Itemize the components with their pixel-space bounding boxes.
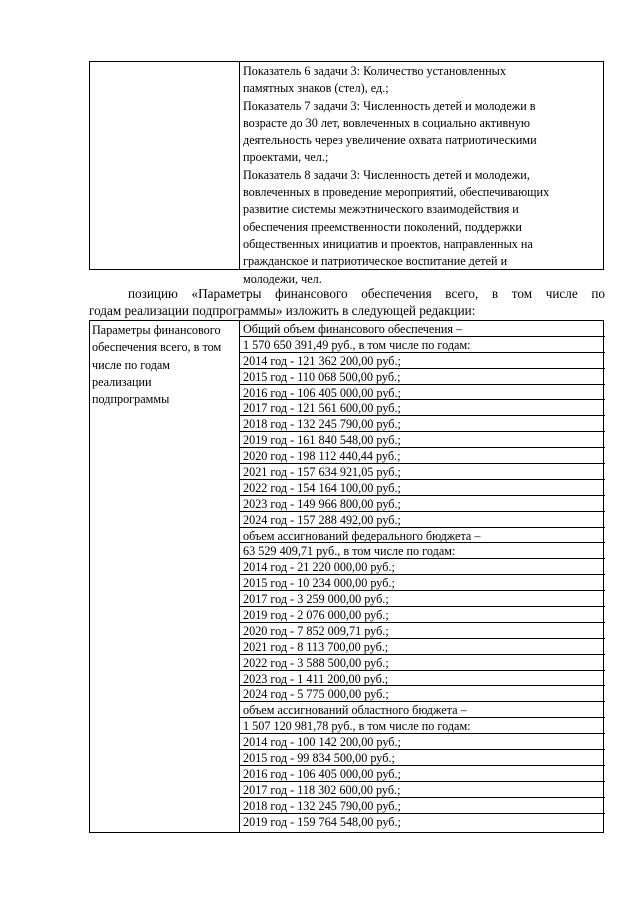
financing-row — [90, 400, 605, 416]
financing-row — [90, 639, 605, 655]
financing-value-line: 2021 год - 8 113 700,00 руб.; — [243, 639, 389, 654]
financing-value-line: 2021 год - 157 634 921,05 руб.; — [243, 465, 401, 480]
financing-values-cell — [90, 321, 605, 831]
financing-row — [90, 369, 605, 385]
financing-label-line: реализации — [92, 374, 152, 389]
financing-row — [90, 591, 605, 607]
indicator-line: общественных инициатив и проектов, направленных на — [243, 236, 533, 251]
financing-value-line: 2015 год - 110 068 500,00 руб.; — [243, 369, 401, 384]
financing-value-line: 1 570 650 391,49 руб., в том числе по годам: — [243, 337, 471, 352]
financing-value-line: 2024 год - 5 775 000,00 руб.; — [243, 687, 389, 702]
financing-row — [90, 671, 605, 687]
indicator-line: памятных знаков (стел), ед.; — [243, 81, 389, 96]
financing-value-line: 2016 год - 106 405 000,00 руб.; — [243, 385, 401, 400]
financing-label-line: Параметры финансового — [92, 323, 221, 337]
financing-row — [90, 464, 605, 480]
financing-row — [90, 321, 605, 337]
financing-value-line: 2023 год - 1 411 200,00 руб.; — [243, 671, 389, 686]
financing-row — [90, 702, 605, 718]
indicator-line: возрасте до 30 лет, вовлеченных в социально активную — [243, 115, 530, 130]
financing-row — [90, 337, 605, 353]
financing-value-line: 2020 год - 7 852 009,71 руб.; — [243, 623, 389, 638]
financing-row — [90, 686, 605, 702]
paragraph-line-2: годам реализации подпрограммы» изложить в следующей редакции: — [89, 303, 476, 318]
financing-row — [90, 814, 605, 831]
financing-value-line: 2018 год - 132 245 790,00 руб.; — [243, 417, 401, 432]
financing-table — [89, 320, 604, 833]
financing-row — [90, 448, 605, 464]
financing-row — [90, 750, 605, 766]
financing-value-line: 2019 год - 2 076 000,00 руб.; — [243, 608, 389, 623]
financing-value-line: 2015 год - 99 834 500,00 руб.; — [243, 751, 395, 766]
financing-row — [90, 528, 605, 544]
financing-label-line: числе по годам — [92, 357, 171, 372]
financing-row — [90, 432, 605, 448]
financing-row — [90, 766, 605, 782]
financing-row — [90, 782, 605, 798]
indicator-line: гражданское и патриотическое воспитание детей и — [243, 254, 508, 269]
indicator-line: обеспечения преемственности поколений, поддержки — [243, 219, 522, 234]
financing-value-line: 2022 год - 154 164 100,00 руб.; — [243, 480, 401, 495]
table-column-divider — [239, 62, 240, 269]
financing-value-line: 2022 год - 3 588 500,00 руб.; — [243, 655, 389, 670]
financing-value-line: 63 529 409,71 руб., в том числе по годам: — [243, 544, 456, 559]
financing-value-line: 2017 год - 118 302 600,00 руб.; — [243, 782, 401, 797]
financing-value-line: 2020 год - 198 112 440,44 руб.; — [243, 449, 401, 464]
financing-row — [90, 416, 605, 432]
financing-value-line: 2014 год - 121 362 200,00 руб.; — [243, 353, 401, 368]
indicator-line: Показатель 7 задачи 3: Численность детей и молодежи в — [243, 98, 536, 113]
financing-row — [90, 607, 605, 623]
indicator-line: развитие системы межэтнического взаимодействия и — [243, 202, 519, 217]
indicators-table — [89, 61, 604, 286]
financing-value-line: 2017 год - 3 259 000,00 руб.; — [243, 592, 389, 607]
financing-row — [90, 385, 605, 401]
financing-row — [90, 655, 605, 671]
financing-value-line: Общий объем финансового обеспечения – — [243, 322, 463, 336]
financing-value-line: объем ассигнований федерального бюджета – — [243, 528, 481, 543]
indicator-line: Показатель 8 задачи 3: Численность детей и молодежи, — [243, 167, 530, 182]
indicator-line: проектами, чел.; — [243, 150, 329, 165]
financing-row — [90, 623, 605, 639]
indicator-line: Показатель 6 задачи 3: Количество установленных — [243, 64, 506, 78]
financing-row — [90, 512, 605, 528]
financing-row — [90, 353, 605, 369]
financing-row — [90, 543, 605, 559]
financing-row — [90, 718, 605, 734]
paragraph-line-1: позицию «Параметры финансового обеспечения всего, в том числе по — [128, 286, 605, 301]
indicators-cell — [243, 63, 601, 288]
indicator-line: деятельность через увеличение охвата патриотическими — [243, 133, 537, 148]
financing-value-line: 2014 год - 100 142 200,00 руб.; — [243, 735, 401, 750]
indicator-line: молодежи, чел. — [243, 271, 322, 286]
financing-value-line: 2019 год - 161 840 548,00 руб.; — [243, 433, 401, 448]
financing-value-line: 2014 год - 21 220 000,00 руб.; — [243, 560, 395, 575]
financing-label-line: обеспечения всего, в том — [92, 340, 222, 355]
financing-row — [90, 559, 605, 575]
indicator-line: вовлеченных в проведение мероприятий, обеспечивающих — [243, 185, 550, 200]
financing-row — [90, 480, 605, 496]
financing-row — [90, 734, 605, 750]
instruction-paragraph — [89, 285, 605, 319]
financing-value-line: 1 507 120 981,78 руб., в том числе по годам: — [243, 719, 471, 734]
financing-value-line: 2019 год - 159 764 548,00 руб.; — [243, 814, 401, 829]
financing-row — [90, 798, 605, 814]
financing-value-line: 2016 год - 106 405 000,00 руб.; — [243, 766, 401, 781]
financing-row — [90, 575, 605, 591]
financing-value-line: 2024 год - 157 288 492,00 руб.; — [243, 512, 401, 527]
financing-value-line: 2023 год - 149 966 800,00 руб.; — [243, 496, 401, 511]
financing-value-line: объем ассигнований областного бюджета – — [243, 703, 467, 718]
financing-value-line: 2018 год - 132 245 790,00 руб.; — [243, 798, 401, 813]
financing-value-line: 2015 год - 10 234 000,00 руб.; — [243, 576, 395, 591]
financing-label-line: подпрограммы — [92, 392, 170, 407]
financing-row — [90, 496, 605, 512]
financing-value-line: 2017 год - 121 561 600,00 руб.; — [243, 401, 401, 416]
